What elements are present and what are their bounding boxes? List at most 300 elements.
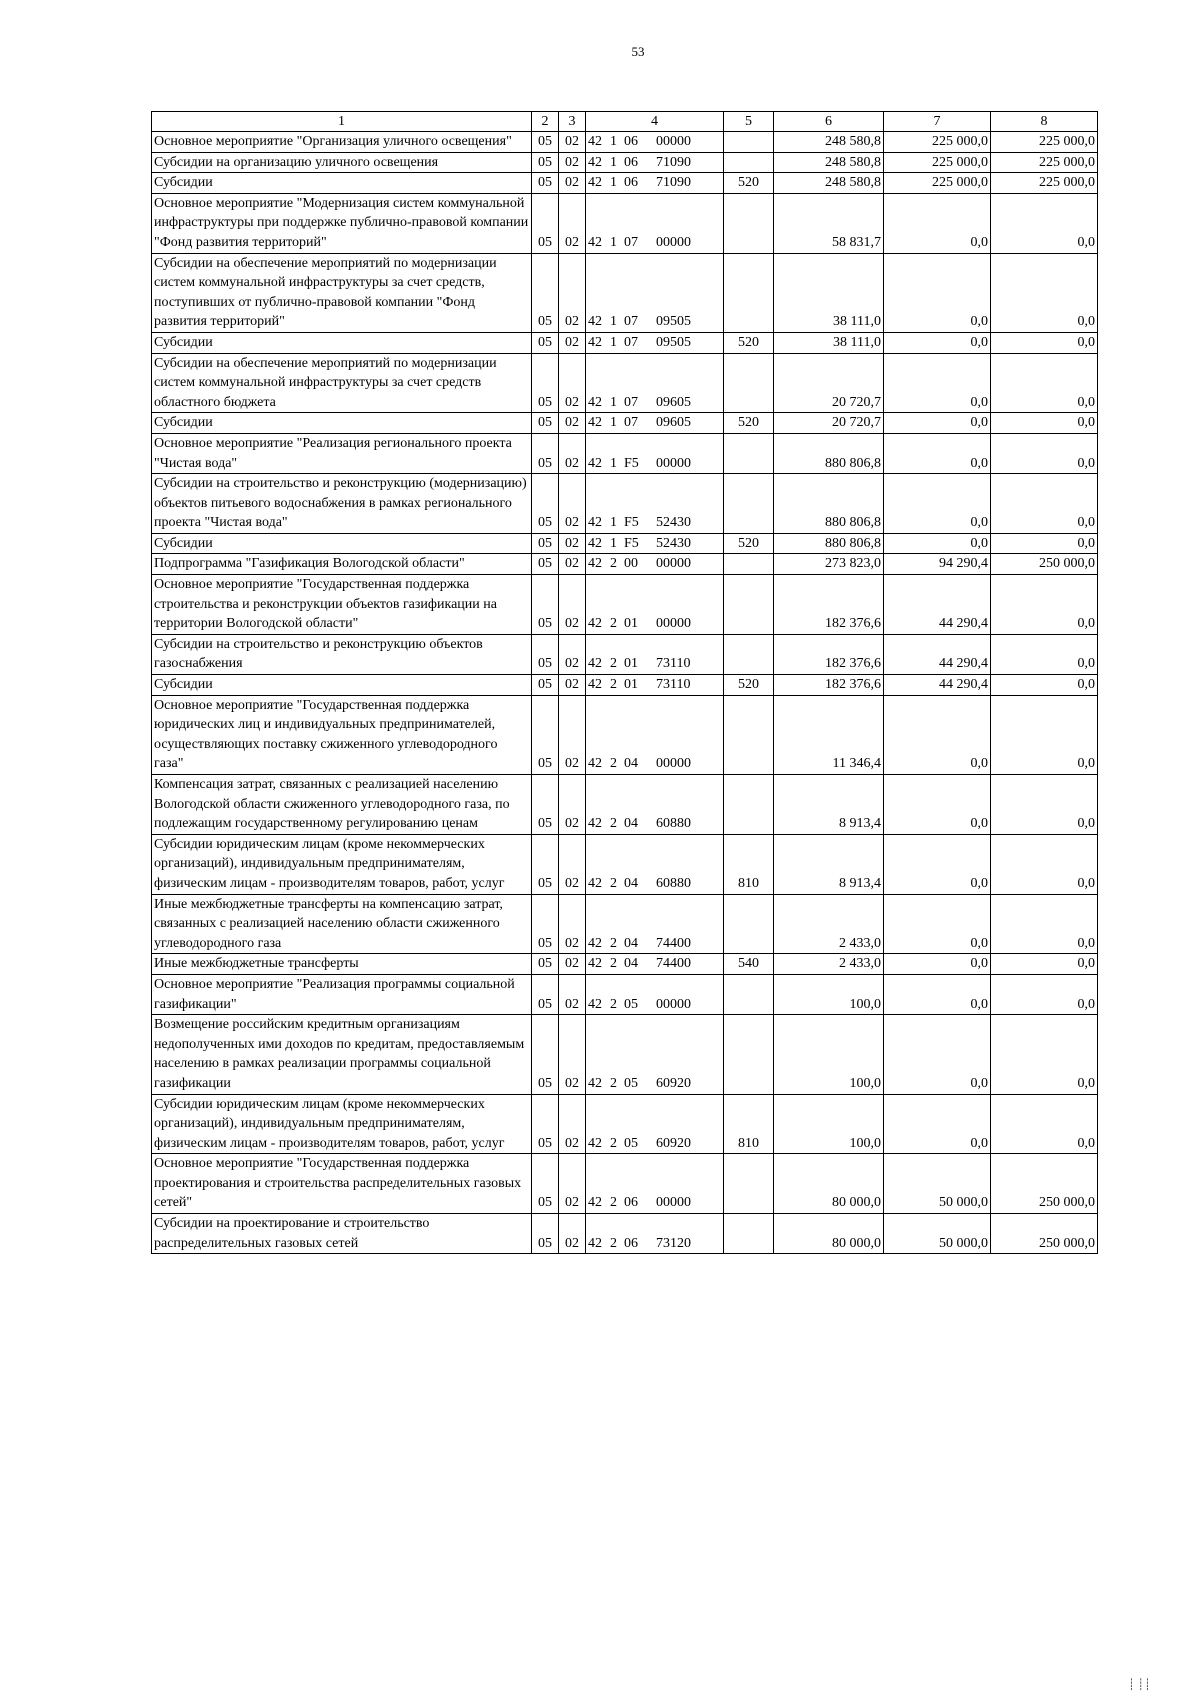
code-part: 42 xyxy=(588,175,602,191)
amount-col7: 0,0 xyxy=(884,413,991,434)
code-part: 42 xyxy=(588,756,602,772)
amount-col7: 0,0 xyxy=(884,834,991,894)
subsection-code: 02 xyxy=(559,954,586,975)
amount-col7: 0,0 xyxy=(884,1094,991,1154)
code-part: 01 xyxy=(624,656,638,672)
table-row xyxy=(152,253,1098,332)
expense-type-code xyxy=(724,152,774,173)
table-row xyxy=(152,132,1098,153)
table-row xyxy=(152,775,1098,835)
subsection-code: 02 xyxy=(559,533,586,554)
table-row xyxy=(152,1015,1098,1094)
code-part: 1 xyxy=(610,455,617,471)
code-part: 73110 xyxy=(656,656,691,672)
column-header: 5 xyxy=(724,112,774,132)
code-part: 42 xyxy=(588,816,602,832)
column-header: 1 xyxy=(152,112,532,132)
code-part: 42 xyxy=(588,314,602,330)
code-part: 00000 xyxy=(656,756,691,772)
amount-col6: 248 580,8 xyxy=(774,173,884,194)
code-part: 09605 xyxy=(656,394,691,410)
column-header: 7 xyxy=(884,112,991,132)
code-part: 42 xyxy=(588,394,602,410)
amount-col7: 0,0 xyxy=(884,775,991,835)
amount-col8: 225 000,0 xyxy=(991,152,1098,173)
row-name: Субсидии xyxy=(152,533,532,554)
column-header: 2 xyxy=(532,112,559,132)
code-part: 42 xyxy=(588,154,602,170)
row-name: Субсидии юридическим лицам (кроме некоммерческих организаций), индивидуальным предпринимателям, физическим лицам - производителям товаров, работ, услуг xyxy=(152,834,532,894)
amount-col6: 273 823,0 xyxy=(774,554,884,575)
amount-col8: 0,0 xyxy=(991,1015,1098,1094)
amount-col8: 0,0 xyxy=(991,634,1098,674)
code-part: 42 xyxy=(588,875,602,891)
row-name: Субсидии xyxy=(152,332,532,353)
code-part: 2 xyxy=(610,875,617,891)
table-row xyxy=(152,173,1098,194)
subsection-code: 02 xyxy=(559,413,586,434)
code-part: 07 xyxy=(624,234,638,250)
target-article-code xyxy=(586,253,724,332)
amount-col8: 225 000,0 xyxy=(991,132,1098,153)
row-name: Субсидии xyxy=(152,413,532,434)
code-part: 05 xyxy=(624,1075,638,1091)
table-row xyxy=(152,533,1098,554)
code-part: 09505 xyxy=(656,314,691,330)
section-code: 05 xyxy=(532,132,559,153)
amount-col6: 2 433,0 xyxy=(774,954,884,975)
amount-col8: 0,0 xyxy=(991,413,1098,434)
amount-col6: 248 580,8 xyxy=(774,132,884,153)
code-part: 04 xyxy=(624,935,638,951)
column-header: 8 xyxy=(991,112,1098,132)
subsection-code: 02 xyxy=(559,695,586,774)
amount-col8: 0,0 xyxy=(991,675,1098,696)
subsection-code: 02 xyxy=(559,353,586,413)
amount-col7: 94 290,4 xyxy=(884,554,991,575)
code-part: 42 xyxy=(588,535,602,551)
section-code: 05 xyxy=(532,775,559,835)
code-part: 52430 xyxy=(656,535,691,551)
amount-col6: 58 831,7 xyxy=(774,193,884,253)
row-name: Компенсация затрат, связанных с реализацией населению Вологодской области сжиженного углеводородного газа, по подлежащим государственному регулированию ценам xyxy=(152,775,532,835)
row-name: Иные межбюджетные трансферты xyxy=(152,954,532,975)
budget-table xyxy=(151,111,1098,1254)
code-part: 00000 xyxy=(656,556,691,572)
expense-type-code xyxy=(724,974,774,1014)
code-part: 1 xyxy=(610,394,617,410)
code-part: 2 xyxy=(610,1195,617,1211)
code-part: 42 xyxy=(588,515,602,531)
section-code: 05 xyxy=(532,433,559,473)
code-part: 2 xyxy=(610,996,617,1012)
amount-col6: 20 720,7 xyxy=(774,413,884,434)
subsection-code: 02 xyxy=(559,152,586,173)
code-part: 2 xyxy=(610,935,617,951)
code-part: 74400 xyxy=(656,956,691,972)
subsection-code: 02 xyxy=(559,132,586,153)
target-article-code xyxy=(586,634,724,674)
amount-col7: 0,0 xyxy=(884,253,991,332)
amount-col7: 0,0 xyxy=(884,954,991,975)
row-name: Основное мероприятие "Государственная поддержка юридических лиц и индивидуальных предпринимателей, осуществляющих поставку сжиженного углеводородного газа" xyxy=(152,695,532,774)
expense-type-code xyxy=(724,575,774,635)
amount-col7: 50 000,0 xyxy=(884,1154,991,1214)
subsection-code: 02 xyxy=(559,1154,586,1214)
code-part: 00 xyxy=(624,556,638,572)
code-part: 42 xyxy=(588,656,602,672)
row-name: Основное мероприятие "Модернизация систем коммунальной инфраструктуры при поддержке публично-правовой компании "Фонд развития территорий" xyxy=(152,193,532,253)
code-part: 60920 xyxy=(656,1075,691,1091)
code-part: 06 xyxy=(624,1235,638,1251)
code-part: 05 xyxy=(624,996,638,1012)
row-name: Основное мероприятие "Реализация программы социальной газификации" xyxy=(152,974,532,1014)
section-code: 05 xyxy=(532,554,559,575)
table-row xyxy=(152,554,1098,575)
code-part: 09505 xyxy=(656,334,691,350)
code-part: 04 xyxy=(624,756,638,772)
section-code: 05 xyxy=(532,353,559,413)
amount-col7: 0,0 xyxy=(884,894,991,954)
table-row xyxy=(152,834,1098,894)
table-row xyxy=(152,634,1098,674)
column-header: 6 xyxy=(774,112,884,132)
row-name: Основное мероприятие "Государственная поддержка проектирования и строительства распределительных газовых сетей" xyxy=(152,1154,532,1214)
target-article-code xyxy=(586,193,724,253)
amount-col7: 0,0 xyxy=(884,433,991,473)
expense-type-code: 520 xyxy=(724,533,774,554)
target-article-code xyxy=(586,554,724,575)
expense-type-code xyxy=(724,1015,774,1094)
expense-type-code xyxy=(724,132,774,153)
target-article-code xyxy=(586,152,724,173)
subsection-code: 02 xyxy=(559,974,586,1014)
section-code: 05 xyxy=(532,413,559,434)
column-header: 3 xyxy=(559,112,586,132)
row-name: Субсидии xyxy=(152,173,532,194)
code-part: 1 xyxy=(610,515,617,531)
section-code: 05 xyxy=(532,695,559,774)
table-row xyxy=(152,894,1098,954)
code-part: F5 xyxy=(624,455,639,471)
code-part: 00000 xyxy=(656,455,691,471)
amount-col8: 0,0 xyxy=(991,533,1098,554)
amount-col6: 182 376,6 xyxy=(774,575,884,635)
expense-type-code xyxy=(724,253,774,332)
table-row xyxy=(152,1214,1098,1254)
amount-col7: 44 290,4 xyxy=(884,675,991,696)
subsection-code: 02 xyxy=(559,554,586,575)
table-row xyxy=(152,1094,1098,1154)
amount-col8: 0,0 xyxy=(991,474,1098,534)
code-part: 42 xyxy=(588,956,602,972)
amount-col7: 44 290,4 xyxy=(884,634,991,674)
section-code: 05 xyxy=(532,894,559,954)
amount-col8: 0,0 xyxy=(991,954,1098,975)
code-part: 42 xyxy=(588,334,602,350)
code-part: 42 xyxy=(588,1195,602,1211)
code-part: 00000 xyxy=(656,1195,691,1211)
code-part: 01 xyxy=(624,616,638,632)
table-row xyxy=(152,332,1098,353)
target-article-code xyxy=(586,474,724,534)
expense-type-code xyxy=(724,695,774,774)
section-code: 05 xyxy=(532,834,559,894)
code-part: 60880 xyxy=(656,816,691,832)
section-code: 05 xyxy=(532,173,559,194)
amount-col8: 0,0 xyxy=(991,575,1098,635)
subsection-code: 02 xyxy=(559,1094,586,1154)
amount-col6: 248 580,8 xyxy=(774,152,884,173)
row-name: Субсидии на организацию уличного освещения xyxy=(152,152,532,173)
code-part: 42 xyxy=(588,1235,602,1251)
code-part: 71090 xyxy=(656,154,691,170)
code-part: 42 xyxy=(588,996,602,1012)
code-part: 42 xyxy=(588,935,602,951)
target-article-code xyxy=(586,1214,724,1254)
section-code: 05 xyxy=(532,1154,559,1214)
code-part: 60920 xyxy=(656,1135,691,1151)
code-part: 04 xyxy=(624,875,638,891)
amount-col8: 250 000,0 xyxy=(991,1214,1098,1254)
code-part: 1 xyxy=(610,334,617,350)
section-code: 05 xyxy=(532,474,559,534)
row-name: Субсидии на обеспечение мероприятий по модернизации систем коммунальной инфраструктуры за счет средств областного бюджета xyxy=(152,353,532,413)
code-part: 1 xyxy=(610,535,617,551)
amount-col8: 0,0 xyxy=(991,332,1098,353)
code-part: 73110 xyxy=(656,677,691,693)
amount-col6: 100,0 xyxy=(774,1094,884,1154)
expense-type-code: 810 xyxy=(724,1094,774,1154)
code-part: 1 xyxy=(610,134,617,149)
section-code: 05 xyxy=(532,193,559,253)
amount-col7: 225 000,0 xyxy=(884,132,991,153)
subsection-code: 02 xyxy=(559,894,586,954)
code-part: 06 xyxy=(624,154,638,170)
code-part: 07 xyxy=(624,334,638,350)
code-part: 71090 xyxy=(656,175,691,191)
code-part: 42 xyxy=(588,1075,602,1091)
subsection-code: 02 xyxy=(559,474,586,534)
amount-col7: 44 290,4 xyxy=(884,575,991,635)
code-part: 00000 xyxy=(656,616,691,632)
code-part: 06 xyxy=(624,1195,638,1211)
amount-col6: 880 806,8 xyxy=(774,533,884,554)
expense-type-code xyxy=(724,1154,774,1214)
amount-col7: 0,0 xyxy=(884,193,991,253)
row-name: Субсидии на проектирование и строительство распределительных газовых сетей xyxy=(152,1214,532,1254)
table-row xyxy=(152,413,1098,434)
expense-type-code xyxy=(724,353,774,413)
code-part: 42 xyxy=(588,616,602,632)
amount-col6: 20 720,7 xyxy=(774,353,884,413)
amount-col6: 2 433,0 xyxy=(774,894,884,954)
code-part: 1 xyxy=(610,234,617,250)
amount-col7: 0,0 xyxy=(884,695,991,774)
amount-col7: 225 000,0 xyxy=(884,173,991,194)
amount-col7: 0,0 xyxy=(884,353,991,413)
amount-col7: 50 000,0 xyxy=(884,1214,991,1254)
code-part: 07 xyxy=(624,394,638,410)
row-name: Субсидии на обеспечение мероприятий по модернизации систем коммунальной инфраструктуры за счет средств, поступивших от публично-правовой компании "Фонд развития территорий" xyxy=(152,253,532,332)
scan-artifact: ┊ ┊┊ xyxy=(1128,1679,1151,1691)
code-part: 60880 xyxy=(656,875,691,891)
amount-col7: 225 000,0 xyxy=(884,152,991,173)
section-code: 05 xyxy=(532,253,559,332)
target-article-code xyxy=(586,533,724,554)
code-part: 07 xyxy=(624,314,638,330)
target-article-code xyxy=(586,695,724,774)
table-row xyxy=(152,954,1098,975)
section-code: 05 xyxy=(532,974,559,1014)
amount-col6: 8 913,4 xyxy=(774,775,884,835)
code-part: 2 xyxy=(610,756,617,772)
code-part: 42 xyxy=(588,415,602,431)
amount-col8: 250 000,0 xyxy=(991,554,1098,575)
expense-type-code xyxy=(724,193,774,253)
code-part: 42 xyxy=(588,234,602,250)
target-article-code xyxy=(586,575,724,635)
amount-col8: 0,0 xyxy=(991,834,1098,894)
target-article-code xyxy=(586,433,724,473)
code-part: 2 xyxy=(610,656,617,672)
amount-col7: 0,0 xyxy=(884,533,991,554)
code-part: 2 xyxy=(610,1135,617,1151)
section-code: 05 xyxy=(532,1214,559,1254)
code-part: 2 xyxy=(610,1075,617,1091)
code-part: 1 xyxy=(610,314,617,330)
row-name: Основное мероприятие "Реализация регионального проекта "Чистая вода" xyxy=(152,433,532,473)
code-part: 42 xyxy=(588,556,602,572)
target-article-code xyxy=(586,132,724,153)
target-article-code xyxy=(586,974,724,1014)
amount-col6: 38 111,0 xyxy=(774,253,884,332)
code-part: 2 xyxy=(610,816,617,832)
column-header: 4 xyxy=(586,112,724,132)
target-article-code xyxy=(586,353,724,413)
amount-col8: 225 000,0 xyxy=(991,173,1098,194)
expense-type-code: 520 xyxy=(724,332,774,353)
code-part: 42 xyxy=(588,677,602,693)
section-code: 05 xyxy=(532,533,559,554)
amount-col8: 0,0 xyxy=(991,894,1098,954)
target-article-code xyxy=(586,775,724,835)
amount-col6: 11 346,4 xyxy=(774,695,884,774)
target-article-code xyxy=(586,834,724,894)
subsection-code: 02 xyxy=(559,193,586,253)
amount-col8: 250 000,0 xyxy=(991,1154,1098,1214)
target-article-code xyxy=(586,954,724,975)
amount-col8: 0,0 xyxy=(991,193,1098,253)
code-part: F5 xyxy=(624,515,639,531)
section-code: 05 xyxy=(532,634,559,674)
code-part: 00000 xyxy=(656,996,691,1012)
code-part: 73120 xyxy=(656,1235,691,1251)
target-article-code xyxy=(586,675,724,696)
amount-col6: 100,0 xyxy=(774,974,884,1014)
code-part: 00000 xyxy=(656,134,691,149)
expense-type-code xyxy=(724,634,774,674)
target-article-code xyxy=(586,332,724,353)
target-article-code xyxy=(586,173,724,194)
section-code: 05 xyxy=(532,675,559,696)
amount-col6: 880 806,8 xyxy=(774,433,884,473)
amount-col8: 0,0 xyxy=(991,1094,1098,1154)
section-code: 05 xyxy=(532,332,559,353)
row-name: Основное мероприятие "Организация уличного освещения" xyxy=(152,132,532,153)
section-code: 05 xyxy=(532,152,559,173)
amount-col7: 0,0 xyxy=(884,474,991,534)
row-name: Субсидии xyxy=(152,675,532,696)
code-part: 52430 xyxy=(656,515,691,531)
code-part: 2 xyxy=(610,956,617,972)
table-header-row xyxy=(152,112,1098,132)
table-row xyxy=(152,353,1098,413)
subsection-code: 02 xyxy=(559,834,586,894)
expense-type-code xyxy=(724,775,774,835)
code-part: 42 xyxy=(588,134,602,149)
amount-col6: 38 111,0 xyxy=(774,332,884,353)
code-part: 06 xyxy=(624,134,638,149)
amount-col6: 80 000,0 xyxy=(774,1214,884,1254)
code-part: 1 xyxy=(610,154,617,170)
amount-col6: 880 806,8 xyxy=(774,474,884,534)
subsection-code: 02 xyxy=(559,675,586,696)
table-row xyxy=(152,695,1098,774)
subsection-code: 02 xyxy=(559,775,586,835)
expense-type-code xyxy=(724,474,774,534)
amount-col6: 182 376,6 xyxy=(774,634,884,674)
subsection-code: 02 xyxy=(559,1214,586,1254)
code-part: 05 xyxy=(624,1135,638,1151)
code-part: 74400 xyxy=(656,935,691,951)
table-row xyxy=(152,152,1098,173)
table-row xyxy=(152,575,1098,635)
table-row xyxy=(152,1154,1098,1214)
subsection-code: 02 xyxy=(559,634,586,674)
code-part: F5 xyxy=(624,535,639,551)
target-article-code xyxy=(586,1015,724,1094)
expense-type-code: 520 xyxy=(724,413,774,434)
code-part: 00000 xyxy=(656,234,691,250)
row-name: Субсидии юридическим лицам (кроме некоммерческих организаций), индивидуальным предпринимателям, физическим лицам - производителям товаров, работ, услуг xyxy=(152,1094,532,1154)
amount-col6: 8 913,4 xyxy=(774,834,884,894)
expense-type-code: 810 xyxy=(724,834,774,894)
amount-col6: 80 000,0 xyxy=(774,1154,884,1214)
target-article-code xyxy=(586,1094,724,1154)
amount-col8: 0,0 xyxy=(991,253,1098,332)
subsection-code: 02 xyxy=(559,253,586,332)
code-part: 2 xyxy=(610,677,617,693)
expense-type-code: 520 xyxy=(724,173,774,194)
target-article-code xyxy=(586,894,724,954)
code-part: 01 xyxy=(624,677,638,693)
amount-col7: 0,0 xyxy=(884,332,991,353)
subsection-code: 02 xyxy=(559,332,586,353)
table-row xyxy=(152,675,1098,696)
row-name: Иные межбюджетные трансферты на компенсацию затрат, связанных с реализацией населению области сжиженного углеводородного газа xyxy=(152,894,532,954)
section-code: 05 xyxy=(532,575,559,635)
code-part: 04 xyxy=(624,956,638,972)
code-part: 09605 xyxy=(656,415,691,431)
target-article-code xyxy=(586,1154,724,1214)
subsection-code: 02 xyxy=(559,1015,586,1094)
expense-type-code xyxy=(724,894,774,954)
code-part: 2 xyxy=(610,1235,617,1251)
amount-col8: 0,0 xyxy=(991,695,1098,774)
table-row xyxy=(152,193,1098,253)
amount-col8: 0,0 xyxy=(991,775,1098,835)
